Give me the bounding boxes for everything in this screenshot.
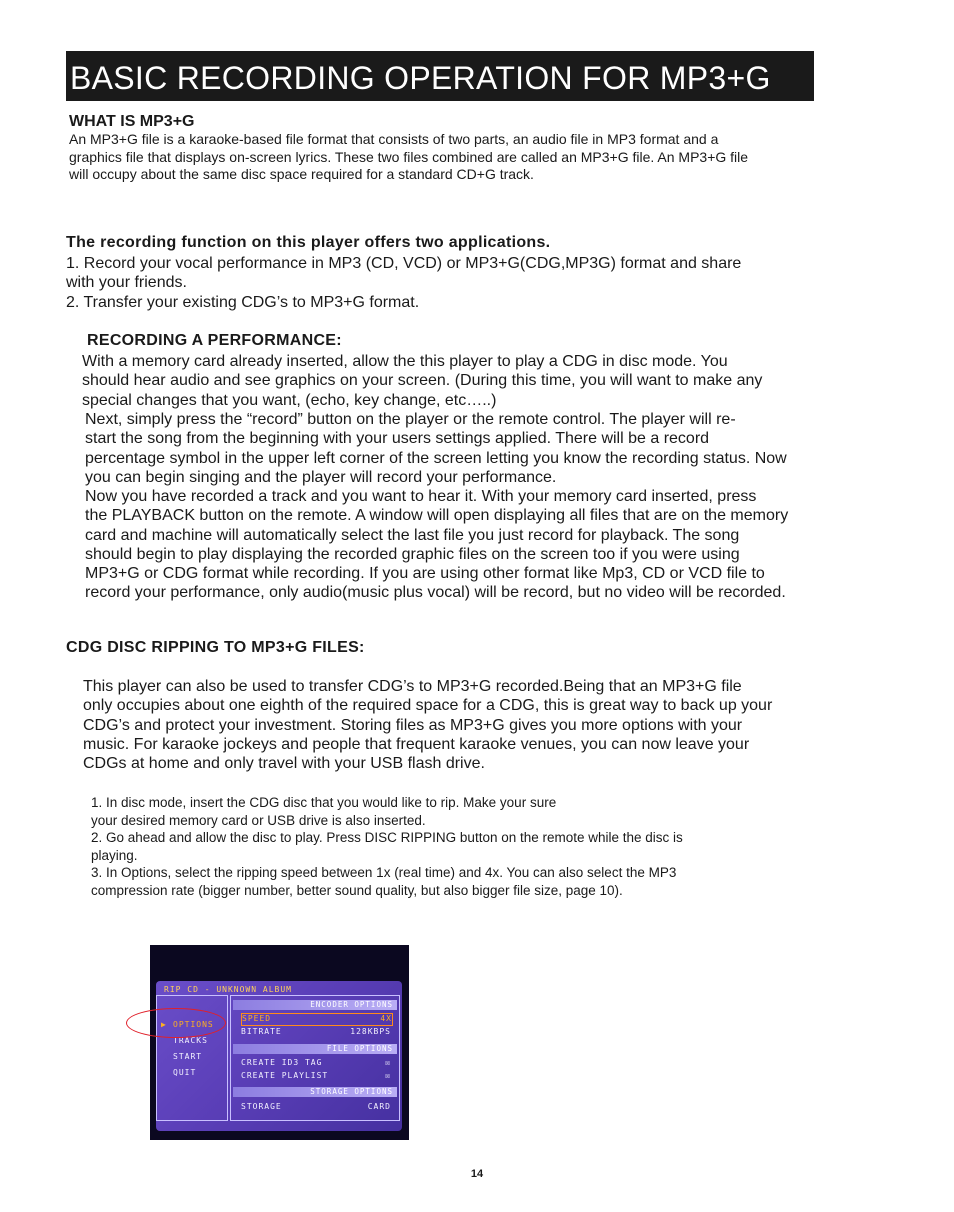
- menu-item-options[interactable]: OPTIONS: [173, 1020, 214, 1029]
- recording-paragraph-1: With a memory card already inserted, allow the this player to play a CDG in disc mode. You should hear audio and see graphics on your screen. (During this time, you will want to make any special changes that you want, (echo, key change, etc…..): [82, 353, 763, 409]
- recording-paragraph-2: Next, simply press the “record” button on the player or the remote control. The player will re- start the song from the beginning with your users settings applied. There will be a record percentage symbol in the upper left corner of the screen letting you know the recording status. Now you can begin singing and the player will record your performance.: [85, 411, 787, 486]
- id3-row[interactable]: [241, 1058, 391, 1067]
- ripping-steps: 1. In disc mode, insert the CDG disc that you would like to rip. Make your sure your desired memory card or USB drive is also inserted. 2. Go ahead and allow the disc to play. Press DISC RIPPING button on the remote while the disc is playing. 3. In Options, select the ripping speed between 1x (real time) and 4x. You can also select the MP3 compression rate (bigger number, better sound quality, but also bigger file size, page 10).: [91, 795, 683, 898]
- rip-screen-title: RIP CD - UNKNOWN ALBUM: [164, 985, 292, 994]
- bitrate-value: 128KBPS: [350, 1027, 391, 1036]
- speed-row[interactable]: [241, 1013, 393, 1026]
- applications-heading: The recording function on this player offers two applications.: [66, 234, 551, 251]
- rip-cd-screen: [156, 981, 402, 1131]
- storage-label: STORAGE: [241, 1102, 282, 1111]
- menu-item-start[interactable]: START: [173, 1052, 203, 1061]
- tv-frame-top: [150, 955, 153, 964]
- selection-arrow-icon: ▶: [161, 1020, 167, 1029]
- file-options-header: FILE OPTIONS: [233, 1044, 397, 1054]
- what-is-body: An MP3+G file is a karaoke-based file format that consists of two parts, an audio file in MP3 format and a graphics file that displays on-screen lyrics. These two files combined are called an MP3+G file. An MP3+G file will occupy about the same disc space required for a standard CD+G track.: [69, 131, 749, 182]
- id3-label: CREATE ID3 TAG: [241, 1058, 323, 1067]
- storage-value: CARD: [367, 1102, 391, 1111]
- speed-value: 4X: [380, 1014, 392, 1023]
- recording-heading: RECORDING A PERFORMANCE:: [87, 332, 342, 349]
- rip-cd-screen-photo: [150, 945, 409, 1140]
- ripping-heading: CDG DISC RIPPING TO MP3+G FILES:: [66, 639, 365, 656]
- bitrate-row[interactable]: [241, 1027, 391, 1036]
- page-title: BASIC RECORDING OPERATION FOR MP3+G: [66, 51, 814, 101]
- rip-options-pane: [230, 995, 400, 1121]
- menu-item-tracks[interactable]: TRACKS: [173, 1036, 208, 1045]
- speed-label: SPEED: [242, 1014, 272, 1023]
- storage-row[interactable]: [241, 1102, 391, 1111]
- applications-body: 1. Record your vocal performance in MP3 (CD, VCD) or MP3+G(CDG,MP3G) format and share with your friends. 2. Transfer your existing CDG’s to MP3+G format.: [66, 255, 742, 311]
- playlist-row[interactable]: [241, 1071, 391, 1080]
- what-is-heading: WHAT IS MP3+G: [69, 113, 195, 130]
- options-highlight-circle: [126, 1008, 226, 1038]
- page-number: 14: [470, 1168, 484, 1180]
- bitrate-label: BITRATE: [241, 1027, 282, 1036]
- playlist-checkbox-icon[interactable]: ☒: [385, 1071, 391, 1080]
- recording-paragraph-3: Now you have recorded a track and you want to hear it. With your memory card inserted, press the PLAYBACK button on the remote. A window will open displaying all files that are on the memory card and machine will automatically select the last file you just record for playback. The song should begin to play displaying the recorded graphic files on the screen too if you were using MP3+G or CDG format while recording. If you are using other format like Mp3, CD or VCD file to record your performance, only audio(music plus vocal) will be record, but no video will be recorded.: [85, 488, 789, 602]
- ripping-intro: This player can also be used to transfer CDG’s to MP3+G recorded.Being that an MP3+G file only occupies about one eighth of the required space for a CDG, this is great way to back up your CDG’s and protect your investment. Storing files as MP3+G gives you more options with your music. For karaoke jockeys and people that frequent karaoke venues, you can now leave your CDGs at home and only travel with your USB flash drive.: [83, 678, 773, 773]
- id3-checkbox-icon[interactable]: ☒: [385, 1058, 391, 1067]
- menu-item-quit[interactable]: QUIT: [173, 1068, 197, 1077]
- encoder-options-header: ENCODER OPTIONS: [233, 1000, 397, 1010]
- playlist-label: CREATE PLAYLIST: [241, 1071, 329, 1080]
- storage-options-header: STORAGE OPTIONS: [233, 1087, 397, 1097]
